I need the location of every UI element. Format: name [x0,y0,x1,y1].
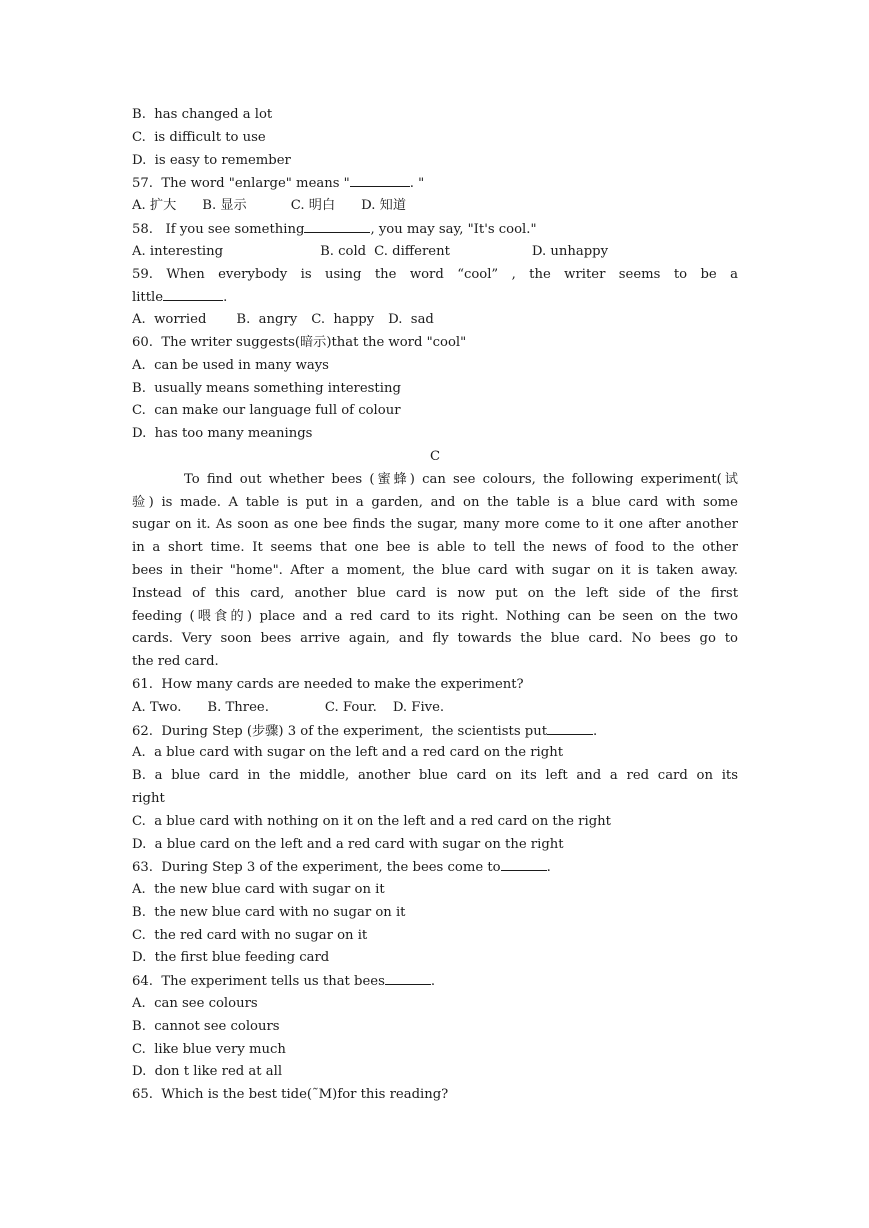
option-line: C. can make our language full of colour [132,403,401,419]
option-line: D. a blue card on the left and a red card with sugar on the right [132,836,564,852]
option-line-continued: right [132,790,165,806]
question-59-stem-continued: little . [132,286,738,309]
passage-line: the red card. [132,654,219,670]
answer-blank [304,218,370,233]
option-line: A. the new blue card with sugar on it [132,882,385,898]
question-57-stem: 57. The word "enlarge" means " . " [132,172,738,195]
option-line: A. can be used in many ways [132,357,329,373]
option-line: C. the red card with no sugar on it [132,927,368,943]
question-59-stem: 59. When everybody is using the word “cool” , the writer seems to be a [132,266,738,282]
passage-line: bees in their "home". After a moment, the blue card with sugar on it is taken away. [132,562,738,578]
passage-line: cards. Very soon bees arrive again, and fly towards the blue card. No bees go to [132,631,738,647]
option-d: D. sad [388,312,434,328]
question-63-stem: 63. During Step 3 of the experiment, the bees come to . [132,856,738,879]
option-a: A. 扩大 [132,198,177,214]
option-line: D. has too many meanings [132,426,313,442]
option-a: A. worried [132,312,207,328]
option-line: B. cannot see colours [132,1018,280,1034]
document-page [132,104,738,1107]
option-c: C. different [374,243,450,259]
option-b: B. cold [320,243,367,259]
passage-line: 验) is made. A table is put in a garden, and on the table is a blue card with some [132,494,738,510]
question-60-stem: 60. The writer suggests(暗示)that the word "cool" [132,334,467,350]
option-c: C. happy [311,312,375,328]
option-line: D. the first blue feeding card [132,950,330,966]
option-d: D. 知道 [361,198,407,214]
passage-line: To find out whether bees (蜜蜂) can see colours, the following experiment(试 [184,471,738,487]
question-59-options [132,309,738,332]
answer-blank [163,286,223,301]
question-57-options [132,195,738,218]
question-61-options [132,697,738,720]
passage-line: in a short time. It seems that one bee is able to tell the news of food to the other [132,540,738,556]
option-line: A. can see colours [132,996,258,1012]
option-b: B. Three. [207,699,269,715]
option-line: B. the new blue card with no sugar on it [132,904,406,920]
option-a: A. Two. [132,699,182,715]
option-b: B. angry [236,312,298,328]
question-64-stem: 64. The experiment tells us that bees . [132,970,738,993]
option-line: B. a blue card in the middle, another blue card on its left and a red card on its [132,768,738,784]
question-65-stem: 65. Which is the best tide(˜M)for this reading? [132,1087,449,1103]
option-line: C. a blue card with nothing on it on the left and a red card on the right [132,813,611,829]
answer-blank [350,172,410,187]
passage-line: feeding (喂食的) place and a red card to its right. Nothing can be seen on the two [132,608,738,624]
passage-line: sugar on it. As soon as one bee finds the sugar, many more come to it one after another [132,517,738,533]
option-c: C. Four. [324,699,377,715]
question-61-stem: 61. How many cards are needed to make the experiment? [132,676,524,692]
section-heading: C [429,448,441,464]
question-62-stem: 62. During Step (步骤) 3 of the experiment, the scientists put . [132,720,738,743]
option-b: B. 显示 [202,198,247,214]
option-line: B. has changed a lot [132,107,273,122]
option-line: D. don t like red at all [132,1064,283,1080]
answer-blank [385,970,431,985]
option-line: A. a blue card with sugar on the left and a red card on the right [132,745,563,761]
answer-blank [501,856,547,871]
option-a: A. interesting [132,243,224,259]
option-d: D. unhappy [531,243,609,259]
passage-line: Instead of this card, another blue card is now put on the left side of the first [132,585,738,601]
option-d: D. Five. [392,699,445,715]
option-line: B. usually means something interesting [132,380,401,396]
option-c: C. 明白 [290,198,336,214]
question-58-options [132,241,738,264]
option-line: C. like blue very much [132,1041,286,1057]
option-line: D. is easy to remember [132,152,291,168]
question-58-stem: 58. If you see something , you may say, "It's cool." [132,218,738,241]
option-line: C. is difficult to use [132,129,266,145]
answer-blank [547,720,593,735]
